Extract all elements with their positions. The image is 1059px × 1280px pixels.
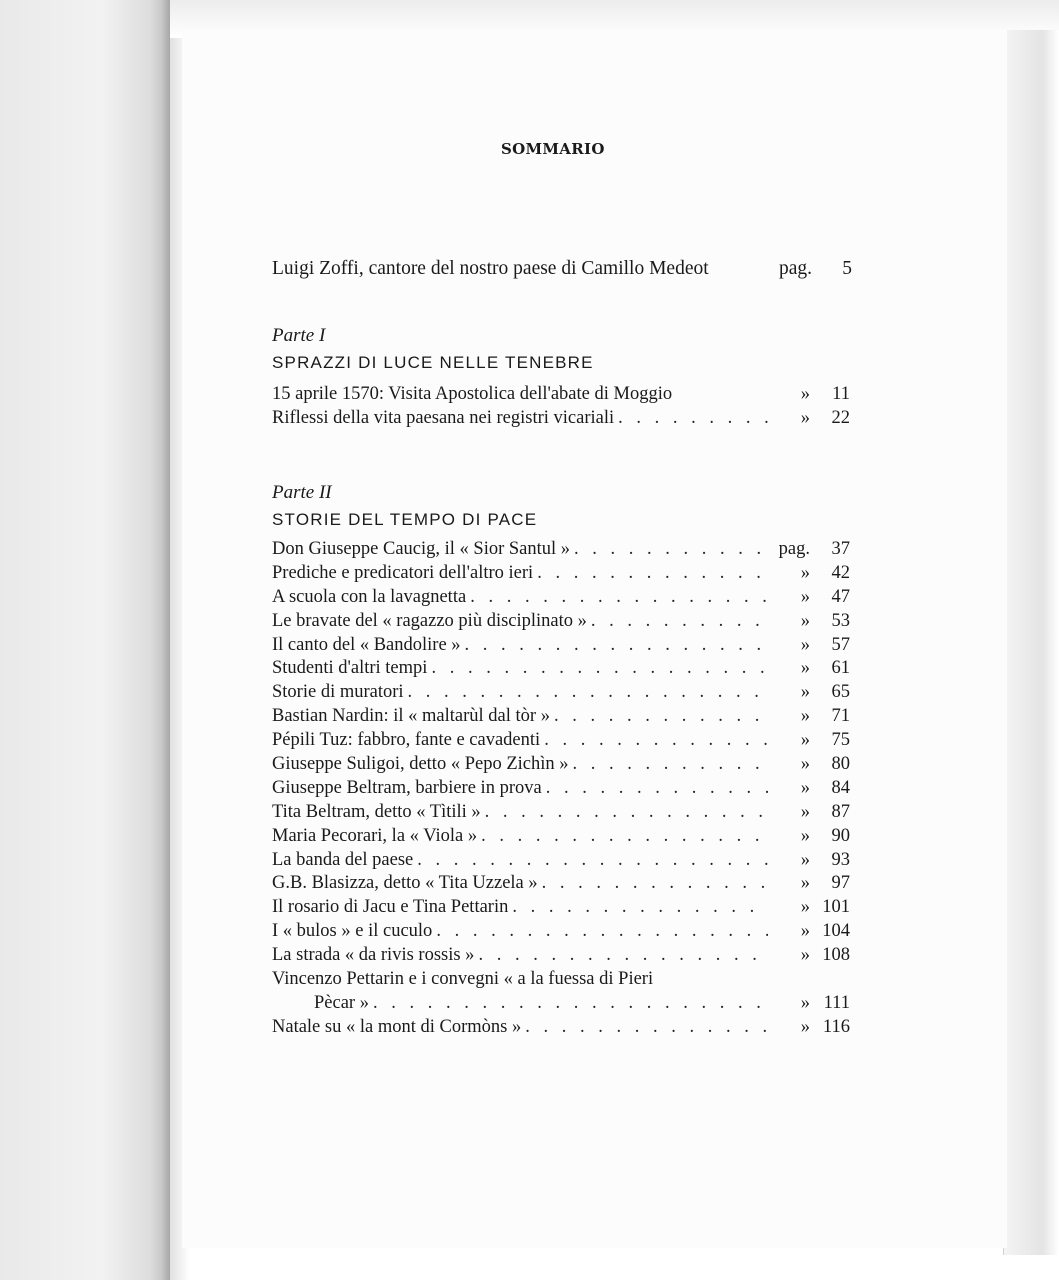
entry-prefix: » [800,730,810,751]
entry-prefix: » [800,992,810,1013]
entry-page: 104 [822,921,850,942]
entry-page: 42 [831,562,850,583]
entry-title: Storie di muratori [272,682,404,703]
list-item [272,778,850,802]
leader-dots [474,945,768,966]
entry-title: La strada « da rivis rossis » [272,945,475,966]
leader-dots [369,993,768,1014]
entry-title: G.B. Blasizza, detto « Tita Uzzela » [272,873,538,894]
list-item [272,754,850,778]
entry-page: 90 [831,825,850,846]
list-item [272,706,850,730]
entry-page: 53 [831,610,850,631]
list-item [272,897,850,921]
list-item [272,1017,850,1041]
part-1-label: Parte I [272,325,326,346]
part-1-title: SPRAZZI DI LUCE NELLE TENEBRE [272,353,594,372]
entry-title: Maria Pecorari, la « Viola » [272,825,478,846]
entry-title: Luigi Zoffi, cantore del nostro paese di Camillo Medeot [272,258,709,279]
entry-page: 101 [822,897,850,918]
list-item [272,611,850,635]
entry-prefix: » [800,706,810,727]
entry-page: 108 [822,945,850,966]
entry-page: 84 [831,777,850,798]
list-item [272,539,850,563]
entry-title: 15 aprile 1570: Visita Apostolica dell'abate di Moggio [272,384,673,404]
leader-dots [508,897,768,918]
entry-prefix: » [800,801,810,822]
leader-dots [533,563,768,584]
entry-title: I « bulos » e il cuculo [272,921,433,942]
leader-dots [432,921,768,942]
leader-dots [477,826,768,847]
list-item [272,730,850,754]
leader-dots [542,778,768,799]
list-item [272,921,850,945]
entry-prefix: » [800,384,810,404]
entry-page: 71 [831,706,850,727]
part-2-entries [272,539,850,1041]
entry-title: Natale su « la mont di Cormòns » [272,1016,522,1037]
entry-title: Prediche e predicatori dell'altro ieri [272,562,534,583]
entry-page: 80 [831,754,850,775]
entry-page: 93 [831,849,850,870]
entry-page: 37 [831,539,850,559]
entry-page: 47 [831,586,850,607]
entry-prefix: » [800,634,810,655]
leader-dots [569,754,769,775]
leader-dots [550,706,768,727]
entry-title: La banda del paese [272,849,414,870]
leader-dots [587,611,768,632]
entry-page: 11 [832,384,850,404]
list-item [272,945,850,969]
entry-prefix: » [800,873,810,894]
entry-prefix: » [800,1016,810,1037]
entry-page: 61 [831,658,850,679]
list-item [272,682,850,706]
leader-dots [466,587,768,608]
page-stack-edge [1003,30,1059,1255]
entry-title: Il rosario di Jacu e Tina Pettarin [272,897,509,918]
entry-page: 116 [822,1016,850,1037]
list-item [272,384,850,408]
list-item [272,563,850,587]
entry-page: 65 [831,682,850,703]
leader-dots [570,539,768,560]
entry-page: 57 [831,634,850,655]
list-item [272,658,850,682]
entry-prefix: » [800,897,810,918]
entry-prefix: pag. [778,539,810,559]
entry-title: Giuseppe Beltram, barbiere in prova [272,777,542,798]
part-2-title: STORIE DEL TEMPO DI PACE [272,510,538,529]
entry-title: Tita Beltram, detto « Tìtili » [272,801,481,822]
entry-title: Vincenzo Pettarin e i convegni « a la fuessa di Pieri [272,969,654,990]
entry-prefix: » [800,586,810,607]
entry-prefix: » [800,754,810,775]
entry-prefix: » [800,562,810,583]
page-title: SOMMARIO [501,140,605,158]
entry-title: Giuseppe Suligoi, detto « Pepo Zichìn » [272,754,569,775]
leader-dots [427,658,768,679]
leader-dots [540,730,768,751]
list-item [272,826,850,850]
entry-title: Riflessi della vita paesana nei registri vicariali [272,407,615,428]
leader-dots [413,850,768,871]
list-item [272,850,850,874]
entry-title: Le bravate del « ragazzo più disciplinato » [272,610,587,631]
intro-entry [272,258,852,280]
list-item [272,993,850,1017]
entry-title: Studenti d'altri tempi [272,658,428,679]
part-2-label: Parte II [272,482,332,503]
entry-prefix: » [800,849,810,870]
reverse-side-bleed-through [805,130,1005,1030]
entry-title: Pècar » [314,992,369,1013]
entry-page: 87 [831,801,850,822]
list-item [272,802,850,826]
entry-prefix: » [800,945,810,966]
leader-dots [521,1017,768,1038]
entry-title: A scuola con la lavagnetta [272,586,467,607]
leader-dots [481,802,768,823]
list-item [272,635,850,659]
leader-dots [538,873,768,894]
leader-dots [614,408,768,429]
entry-page: 111 [823,992,850,1013]
facing-page-edge [0,0,170,1280]
entry-prefix: » [800,682,810,703]
entry-page: 5 [842,258,852,279]
list-item [272,969,850,993]
entry-title: Il canto del « Bandolire » [272,634,461,655]
entry-page: 22 [831,407,850,428]
entry-title: Pépili Tuz: fabbro, fante e cavadenti [272,730,541,751]
entry-title: Don Giuseppe Caucig, il « Sior Santul » [272,539,571,559]
entry-page: 97 [831,873,850,894]
list-item [272,408,850,432]
part-1-entries [272,384,850,432]
entry-prefix: » [800,825,810,846]
entry-page: 75 [831,730,850,751]
leader-dots [461,635,768,656]
list-item [272,587,850,611]
entry-prefix: » [800,407,810,428]
entry-prefix: » [800,777,810,798]
entry-prefix: pag. [778,258,812,279]
entry-title: Bastian Nardin: il « maltarùl dal tòr » [272,706,550,727]
list-item [272,873,850,897]
leader-dots [404,682,768,703]
entry-prefix: » [800,921,810,942]
entry-prefix: » [800,610,810,631]
entry-prefix: » [800,658,810,679]
